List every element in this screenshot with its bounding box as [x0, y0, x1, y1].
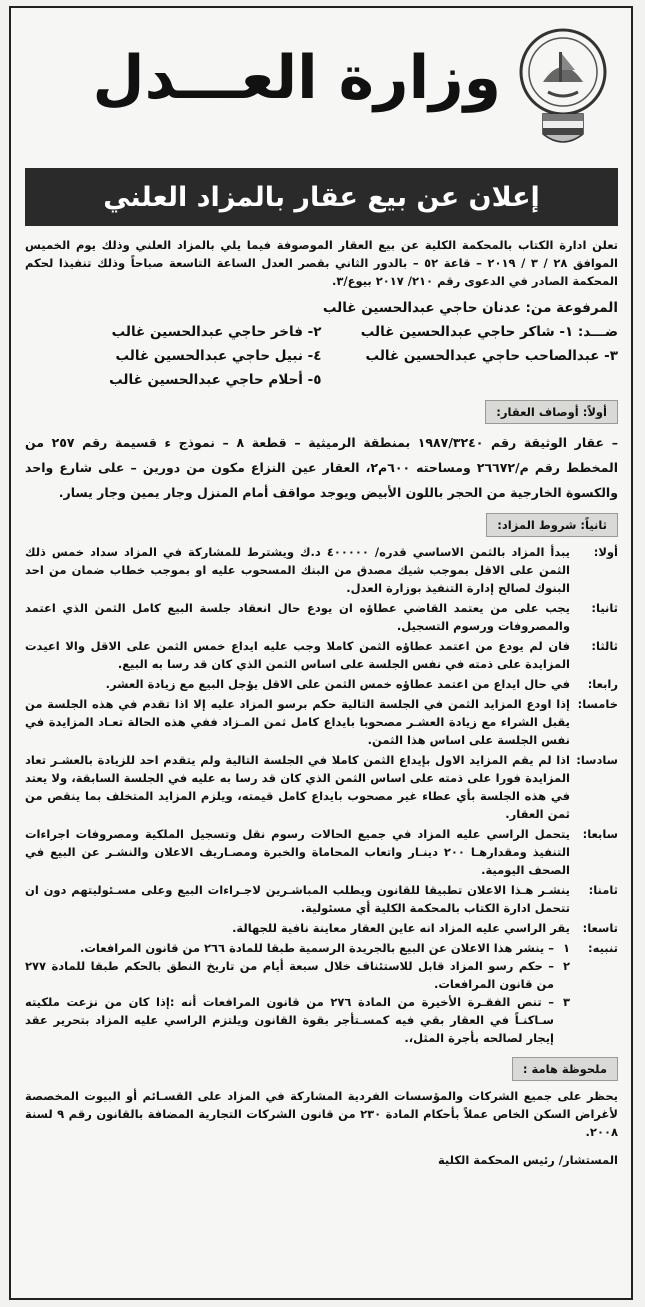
condition-label: ثانيا: — [591, 601, 618, 615]
condition-item — [25, 543, 618, 597]
important-note-heading: ملحوظة هامة : — [512, 1057, 618, 1081]
ministry-title: وزارة العـــدل — [92, 43, 501, 113]
defendant-5: ٥- أحلام حاجي عبدالحسين غالب — [109, 372, 322, 388]
condition-label: سادسا: — [576, 753, 618, 767]
condition-label: ثامنا: — [588, 883, 618, 897]
notice-item — [25, 993, 570, 1047]
against-label: ضـــد: — [577, 324, 618, 340]
notice-number: ١ — [562, 941, 570, 955]
notice-number: ٢ — [562, 959, 570, 973]
condition-text: يتحمل الراسي عليه المزاد في جميع الحالات رسوم نقل وتسجيل الملكية ومصروفات اجراءات التنفيذ ومقدارهـا ٢٠٠ دينـار واتعاب المحاماة والخبرة ومصـاريف الاعلان والنشـر عن البيع في الصحف اليومية. — [25, 827, 570, 877]
parties-block — [25, 296, 618, 392]
condition-label: خامسا: — [577, 697, 618, 711]
condition-item — [25, 825, 618, 879]
condition-label: سابعا: — [582, 827, 618, 841]
section-conditions-heading: ثانياً: شروط المزاد: — [486, 513, 618, 537]
plaintiff: المرفوعة من: عدنان حاجي عبدالحسين غالب — [322, 300, 618, 316]
conditions-list — [25, 543, 618, 1047]
important-note-text: يحظر على جميع الشركات والمؤسسات الفردية المشاركة في المزاد على القسـائم أو البيوت المخصصة لأغراض السكن الخاص عملاً بأحكام المادة ٢٣٠ من قانون الشركات التجارية المضافة بالقانون رقم ٩ لسنة ٢٠٠٨. — [25, 1089, 618, 1139]
condition-item — [25, 599, 618, 635]
condition-text: ينشـر هـذا الاعلان تطبيقا للقانون ويطلب المباشـرين لاجـراءات البيع وعلى مسـئوليتهم دون ان تتحمل ادارة الكتاب بالمحكمة الكلية أي مسئولية. — [25, 883, 570, 915]
condition-label: رابعا: — [587, 677, 618, 691]
condition-label: ثالثا: — [591, 639, 618, 653]
notice-item — [25, 957, 570, 993]
condition-text: في حال ايداع من اعتمد عطاؤه خمس الثمن على الاقل يؤجل البيع مع زيادة العشر. — [105, 677, 570, 691]
notice-text: – حكم رسو المزاد قابل للاستئناف خلال سبعة أيام من تاريخ النطق بالحكم طبقا للمادة ٢٧٧ من قانون المرافعات. — [25, 959, 554, 991]
notice-text: – تنص الفقـرة الأخيرة من المادة ٢٧٦ من قانون المرافعات أنه :إذا كان من نزعت ملكيته سـاكنـاً في العقار بقي فيه كمسـتأجر بقوة القانون ويلتزم الراسي عليه المزاد بتحرير عقد إيجار لصالحه بأجرة المثل،. — [25, 995, 554, 1045]
notice-label: تنبيه: — [588, 941, 618, 955]
condition-text: فان لم يودع من اعتمد عطاؤه الثمن كاملا وجب عليه ايداع خمس الثمن على الاقل والا اعيدت المزايدة على ذمته في نفس الجلسة على اساس الثمن الذي كان قد رسا به البيع. — [25, 639, 570, 671]
notice-block — [25, 939, 618, 1047]
section-property-heading: أولاً: أوصاف العقار: — [485, 400, 618, 424]
property-description: – عقار الوثيقة رقم ١٩٨٧/٣٢٤٠ بمنطقة الرميثية – قطعة ٨ – نموذج ء قسيمة رقم ٢٥٧ من المخطط رقم م/٢٦٦٧٢ ومساحته ٦٠٠م٢، العقار عين النزاع مكون من دورين – على شارع واحد والكسوة الخارجية من الحجر باللون الأبيض ويوجد مواقف أمام المنزل وجار يمين وجار يسار. — [25, 435, 619, 500]
signature: المستشار/ رئيس المحكمة الكلية — [437, 1153, 618, 1167]
advertisement-frame — [9, 6, 633, 1300]
condition-item — [25, 695, 618, 749]
notice-number: ٣ — [562, 995, 570, 1009]
condition-item — [25, 675, 618, 693]
masthead — [11, 8, 631, 158]
condition-text: يجب على من يعتمد القاضي عطاؤه ان يودع حال انعقاد جلسة البيع كامل الثمن الذي اعتمد والمصروفات ورسوم التسجيل. — [25, 601, 570, 633]
condition-text: اذا لم يقم المزايد الاول بإيداع الثمن كاملا في الجلسة التالية ولم يتقدم احد للزيادة بالعشـر تعاد المزايدة فورا على ذمته على اساس الثمن الذي كان قد رسا به عليه في الجلسة السابقة، ولا يعتد في هذه الجلسة بأي عطاء غير مصحوب بايداع كامل قيمته، ويلزم المزايد المتخلف بما ينقص من ثمن العقار. — [25, 753, 570, 821]
condition-item — [25, 637, 618, 673]
condition-item — [25, 881, 618, 917]
kuwait-emblem-icon — [513, 22, 613, 152]
condition-item — [25, 919, 618, 937]
notice-text: – ينشر هذا الاعلان عن البيع بالجريدة الرسمية طبقا للمادة ٢٦٦ من قانون المرافعات. — [79, 941, 554, 955]
defendant-1: ١- شاكر حاجي عبدالحسين غالب — [360, 324, 574, 340]
defendant-2: ٢- فاخر حاجي عبدالحسين غالب — [111, 324, 322, 340]
defendant-4: ٤- نبيل حاجي عبدالحسين غالب — [115, 348, 322, 364]
condition-text: يبدأ المزاد بالثمن الاساسي قدره/ ٤٠٠٠٠٠ د.ك ويشترط للمشاركة في المزاد سداد خمس ذلك الثمن على الاقل بموجب شيك مصدق من البنك المسحوب عليه او بموجب خطاب ضمان من احد البنوك لصالح إدارة التنفيذ بوزارة العدل. — [25, 545, 571, 595]
intro-paragraph: تعلن ادارة الكتاب بالمحكمة الكلية عن بيع العقار الموصوفة فيما يلي بالمزاد العلني وذلك يوم الخميس الموافق ٢٨ / ٣ / ٢٠١٩ – قاعة ٥٢ – بالدور الثاني بقصر العدل الساعة التاسعة صباحاً وذلك تنفيذا لحكم المحكمة الصادر في الدعوى رقم ٢١٠/ ٢٠١٧ بيوع/٣. — [25, 238, 618, 288]
notice-item — [25, 939, 570, 957]
condition-label: أولا: — [593, 545, 618, 559]
condition-item — [25, 751, 618, 823]
condition-text: يقر الراسي عليه المزاد انه عاين العقار معاينة نافية للجهالة. — [232, 921, 570, 935]
defendant-3: ٣- عبدالصاحب حاجي عبدالحسين غالب — [365, 348, 618, 364]
condition-text: إذا اودع المزايد الثمن في الجلسة التالية حكم برسو المزاد عليه إلا اذا تقدم في هذه الجلسة من يقبل الشراء مع زيادة العشـر مصحوبا بايداع كامل ثمن المـزاد ففي هذه الحالة تعـاد المزايدة في نفس الجلسة على اساس هذا الثمن. — [25, 697, 570, 747]
condition-label: تاسعا: — [582, 921, 618, 935]
announcement-banner: إعلان عن بيع عقار بالمزاد العلني — [25, 168, 618, 226]
announcement-body — [25, 236, 618, 1169]
